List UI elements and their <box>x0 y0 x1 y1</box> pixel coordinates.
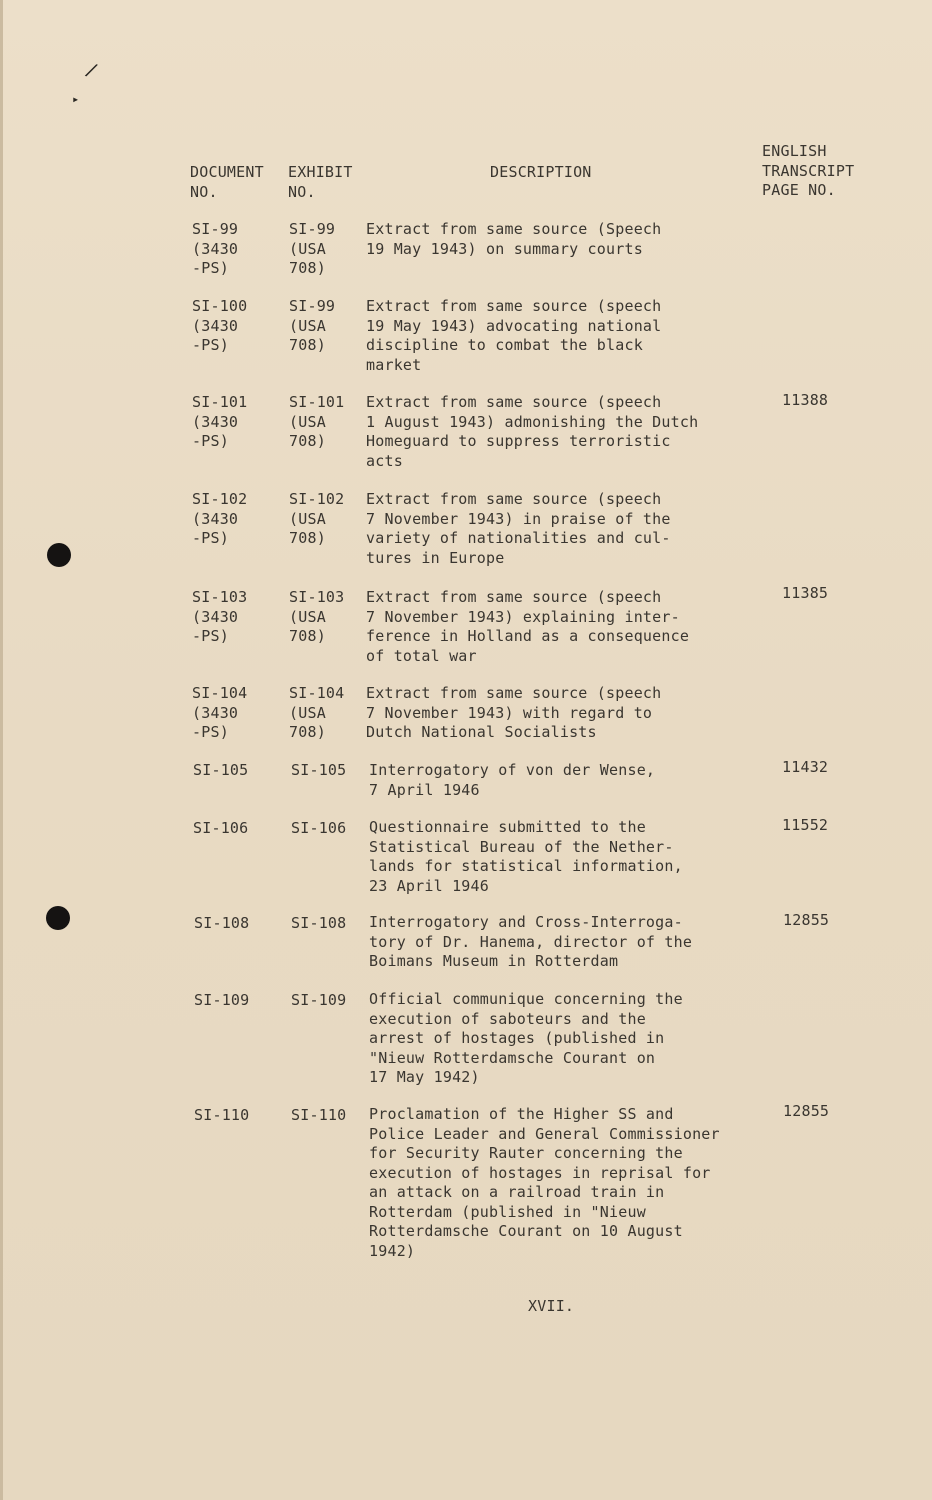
row-exhibit-no: SI-104 (USA 708) <box>289 684 345 741</box>
row-description: Interrogatory and Cross-Interroga- tory of Dr. Hanema, director of the Boimans Museum in Rotterdam <box>369 913 693 970</box>
row-exhibit-no: SI-109 <box>291 991 347 1009</box>
row-exhibit-no: SI-99 (USA 708) <box>289 297 336 354</box>
punch-hole-top <box>47 543 71 567</box>
row-doc-no: SI-108 <box>194 914 250 932</box>
row-exhibit-no: SI-102 (USA 708) <box>289 490 345 547</box>
row-page-no: 12855 <box>783 911 830 929</box>
row-description: Extract from same source (speech 7 November 1943) with regard to Dutch National Socialists <box>366 684 662 741</box>
row-page-no: 11388 <box>782 391 829 409</box>
row-description: Interrogatory of von der Wense, 7 April 1946 <box>369 761 656 799</box>
row-doc-no: SI-104 (3430 -PS) <box>192 684 248 741</box>
row-exhibit-no: SI-108 <box>291 914 347 932</box>
row-description: Official communique concerning the execution of saboteurs and the arrest of hostages (published in "Nieuw Rotterdamsche Courant on 17 May 1942) <box>369 990 683 1086</box>
row-doc-no: SI-105 <box>193 761 249 779</box>
row-doc-no: SI-103 (3430 -PS) <box>192 588 248 645</box>
row-doc-no: SI-101 (3430 -PS) <box>192 393 248 450</box>
row-description: Extract from same source (speech 7 November 1943) in praise of the variety of nationalities and cul- tures in Europe <box>366 490 671 567</box>
row-page-no: 11552 <box>782 816 829 834</box>
row-doc-no: SI-106 <box>193 819 249 837</box>
row-exhibit-no: SI-105 <box>291 761 347 779</box>
pencil-mark-arrow: ▸ <box>72 92 80 106</box>
header-transcript-page: ENGLISH TRANSCRIPT PAGE NO. <box>762 142 855 199</box>
header-exhibit-no: EXHIBIT NO. <box>288 163 353 201</box>
row-page-no: 12855 <box>783 1102 830 1120</box>
row-doc-no: SI-100 (3430 -PS) <box>192 297 248 354</box>
row-exhibit-no: SI-101 (USA 708) <box>289 393 345 450</box>
row-doc-no: SI-102 (3430 -PS) <box>192 490 248 547</box>
header-description: DESCRIPTION <box>490 163 592 181</box>
row-description: Extract from same source (speech 1 August 1943) admonishing the Dutch Homeguard to suppress terroristic acts <box>366 393 699 470</box>
page-number: XVII. <box>528 1297 575 1315</box>
row-exhibit-no: SI-110 <box>291 1106 347 1124</box>
pencil-mark: / <box>82 58 101 83</box>
header-document-no: DOCUMENT NO. <box>190 163 264 201</box>
row-description: Extract from same source (speech 19 May 1943) advocating national discipline to combat the black market <box>366 297 662 374</box>
row-doc-no: SI-99 (3430 -PS) <box>192 220 239 277</box>
punch-hole-bottom <box>46 906 70 930</box>
row-description: Extract from same source (Speech 19 May 1943) on summary courts <box>366 220 662 258</box>
page-edge <box>0 0 3 1500</box>
row-doc-no: SI-110 <box>194 1106 250 1124</box>
row-exhibit-no: SI-106 <box>291 819 347 837</box>
row-description: Questionnaire submitted to the Statistical Bureau of the Nether- lands for statistical information, 23 April 1946 <box>369 818 683 895</box>
row-page-no: 11385 <box>782 584 829 602</box>
row-exhibit-no: SI-99 (USA 708) <box>289 220 336 277</box>
row-doc-no: SI-109 <box>194 991 250 1009</box>
row-description: Extract from same source (speech 7 November 1943) explaining inter- ference in Holland as a consequence of total war <box>366 588 690 665</box>
row-page-no: 11432 <box>782 758 829 776</box>
row-exhibit-no: SI-103 (USA 708) <box>289 588 345 645</box>
row-description: Proclamation of the Higher SS and Police Leader and General Commissioner for Security Rauter concerning the execution of hostages in reprisal for an attack on a railroad train in Rotterdam (published in "Nieuw Rotterdamsche Courant on 10 August 1942) <box>369 1105 720 1260</box>
